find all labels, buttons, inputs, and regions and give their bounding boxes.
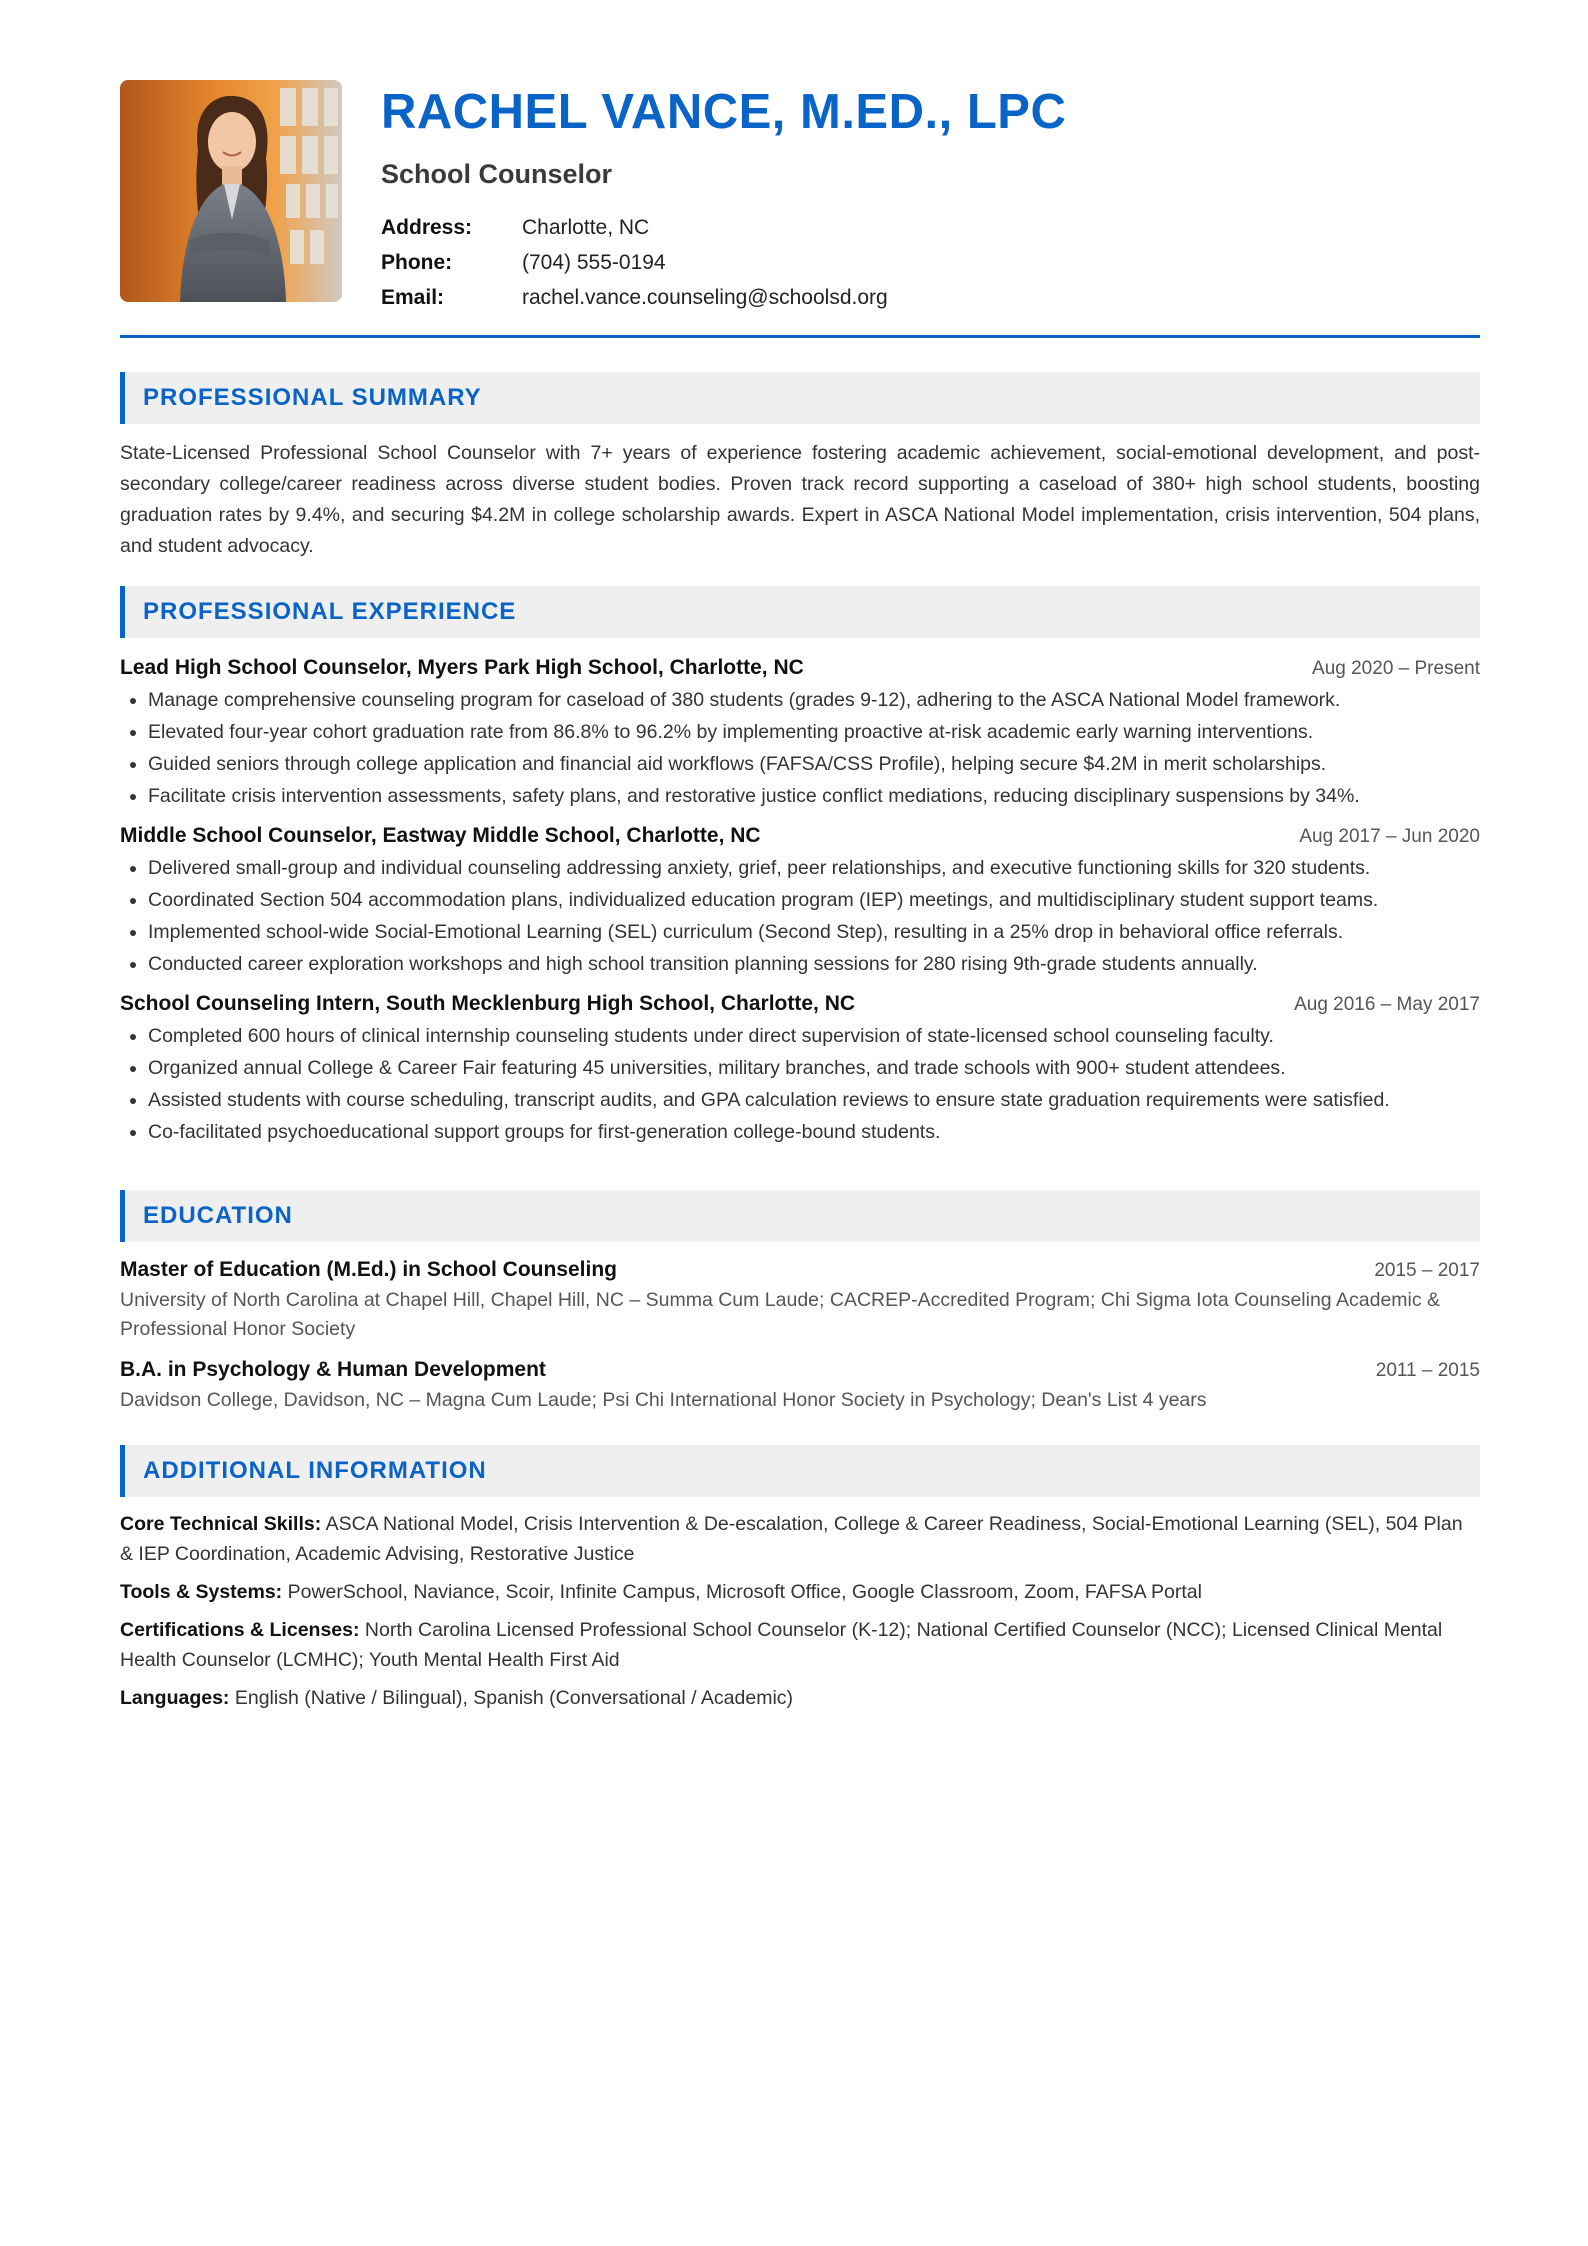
job-header [120,820,1480,852]
section-heading-summary [120,372,1480,424]
candidate-name: RACHEL VANCE, M.ED., LPC [381,85,1067,139]
contact-block [381,210,1066,315]
education-entry [120,1254,1480,1344]
header-divider [120,335,1480,338]
bullet-item: • Implemented school-wide Social-Emotional Learning (SEL) curriculum (Second Step), resulting in a 25% drop in behavioral office referrals. [148,916,1480,948]
education-detail: University of North Carolina at Chapel Hill, Chapel Hill, NC – Summa Cum Laude; CACREP-Accredited Program; Chi Sigma Iota Counseling Academic & Professional Honor Society [120,1289,1441,1340]
job-entry [120,988,1480,1148]
education-dates: 2015 – 2017 [1374,1260,1480,1281]
info-row [120,1577,1480,1607]
job-title: Lead High School Counselor, Myers Park High School, Charlotte, NC [120,656,804,679]
candidate-title: School Counselor [381,159,613,189]
bullet-item: • Conducted career exploration workshops and high school transition planning sessions for 280 rising 9th-grade students annually. [148,948,1480,980]
job-title: Middle School Counselor, Eastway Middle School, Charlotte, NC [120,824,761,847]
job-entry [120,652,1480,812]
info-value: North Carolina Licensed Professional School Counselor (K-12); National Certified Counselor (NCC); Licensed Clinical Mental Health Counselor (LCMHC); Youth Mental Health First Aid [120,1619,1443,1671]
job-bullets [120,684,1480,812]
section-heading-experience [120,586,1480,638]
job-header [120,652,1480,684]
info-row [120,1683,1480,1713]
bullet-item: • Co-facilitated psychoeducational support groups for first-generation college-bound students. [148,1116,1480,1148]
phone-value: (704) 555-0194 [522,251,666,274]
info-label: Certifications & Licenses: [120,1619,360,1641]
info-value: PowerSchool, Naviance, Scoir, Infinite Campus, Microsoft Office, Google Classroom, Zoom, FAFSA Portal [287,1581,1202,1603]
education-header [120,1354,1480,1386]
job-bullets [120,1020,1480,1148]
info-label: Tools & Systems: [120,1581,283,1603]
info-row [120,1509,1480,1569]
bullet-item: • Manage comprehensive counseling program for caseload of 380 students (grades 9-12), adhering to the ASCA National Model framework. [148,684,1480,716]
education-header [120,1254,1480,1286]
education-entry [120,1354,1480,1415]
bullet-item: • Organized annual College & Career Fair featuring 45 universities, military branches, and trade schools with 900+ student attendees. [148,1052,1480,1084]
section-title: EDUCATION [143,1202,293,1229]
contact-row-email [381,280,1066,315]
contact-label: Address: [381,216,473,239]
job-header [120,988,1480,1020]
resume-header [120,80,1480,309]
header-info [381,80,1066,315]
bullet-item: • Assisted students with course scheduling, transcript audits, and GPA calculation reviews to ensure state graduation requirements were satisfied. [148,1084,1480,1116]
job-dates: Aug 2016 – May 2017 [1294,994,1480,1015]
bullet-item: • Elevated four-year cohort graduation rate from 86.8% to 96.2% by implementing proactive at-risk academic early warning interventions. [148,716,1480,748]
job-title: School Counseling Intern, South Mecklenburg High School, Charlotte, NC [120,992,856,1015]
info-label: Languages: [120,1687,230,1709]
job-dates: Aug 2020 – Present [1312,658,1480,679]
email-value[interactable]: rachel.vance.counseling@schoolsd.org [522,286,888,309]
section-title: PROFESSIONAL SUMMARY [143,384,482,411]
degree-title: B.A. in Psychology & Human Development [120,1358,546,1381]
contact-label: Email: [381,286,445,309]
info-row [120,1615,1480,1675]
contact-label: Phone: [381,251,453,274]
bullet-item: • Completed 600 hours of clinical internship counseling students under direct supervision of state-licensed school counseling faculty. [148,1020,1480,1052]
contact-row-phone [381,245,1066,280]
degree-title: Master of Education (M.Ed.) in School Counseling [120,1258,618,1281]
info-value: English (Native / Bilingual), Spanish (Conversational / Academic) [234,1687,794,1709]
education-detail: Davidson College, Davidson, NC – Magna Cum Laude; Psi Chi International Honor Society in Psychology; Dean's List 4 years [120,1389,1207,1411]
section-title: ADDITIONAL INFORMATION [143,1457,487,1484]
section-heading-education [120,1190,1480,1242]
job-bullets [120,852,1480,980]
contact-row-address [381,210,1066,245]
bullet-item: • Delivered small-group and individual counseling addressing anxiety, grief, peer relationships, and executive functioning skills for 320 students. [148,852,1480,884]
bullet-item: • Guided seniors through college application and financial aid workflows (FAFSA/CSS Profile), helping secure $4.2M in merit scholarships. [148,748,1480,780]
section-title: PROFESSIONAL EXPERIENCE [143,598,517,625]
summary-text: State-Licensed Professional School Counselor with 7+ years of experience fostering academic achievement, social-emotional development, and post-secondary college/career readiness across diverse student bodies. Proven track record supporting a caseload of 380+ high school students, boosting graduation rates by 9.4%, and securing $4.2M in college scholarship awards. Expert in ASCA National Model implementation, crisis intervention, 504 plans, and student advocacy. [120,442,1480,557]
job-dates: Aug 2017 – Jun 2020 [1299,826,1480,847]
section-heading-additional [120,1445,1480,1497]
address-value: Charlotte, NC [522,216,650,239]
education-dates: 2011 – 2015 [1375,1360,1480,1381]
job-entry [120,820,1480,980]
bullet-item: • Facilitate crisis intervention assessments, safety plans, and restorative justice conflict mediations, reducing disciplinary suspensions by 34%. [148,780,1480,812]
info-value: ASCA National Model, Crisis Intervention & De-escalation, College & Career Readiness, Social-Emotional Learning (SEL), 504 Plan & IEP Coordination, Academic Advising, Restorative Justice [120,1513,1463,1565]
profile-photo [120,80,342,302]
bullet-item: • Coordinated Section 504 accommodation plans, individualized education program (IEP) meetings, and multidisciplinary student support teams. [148,884,1480,916]
info-label: Core Technical Skills: [120,1513,322,1535]
